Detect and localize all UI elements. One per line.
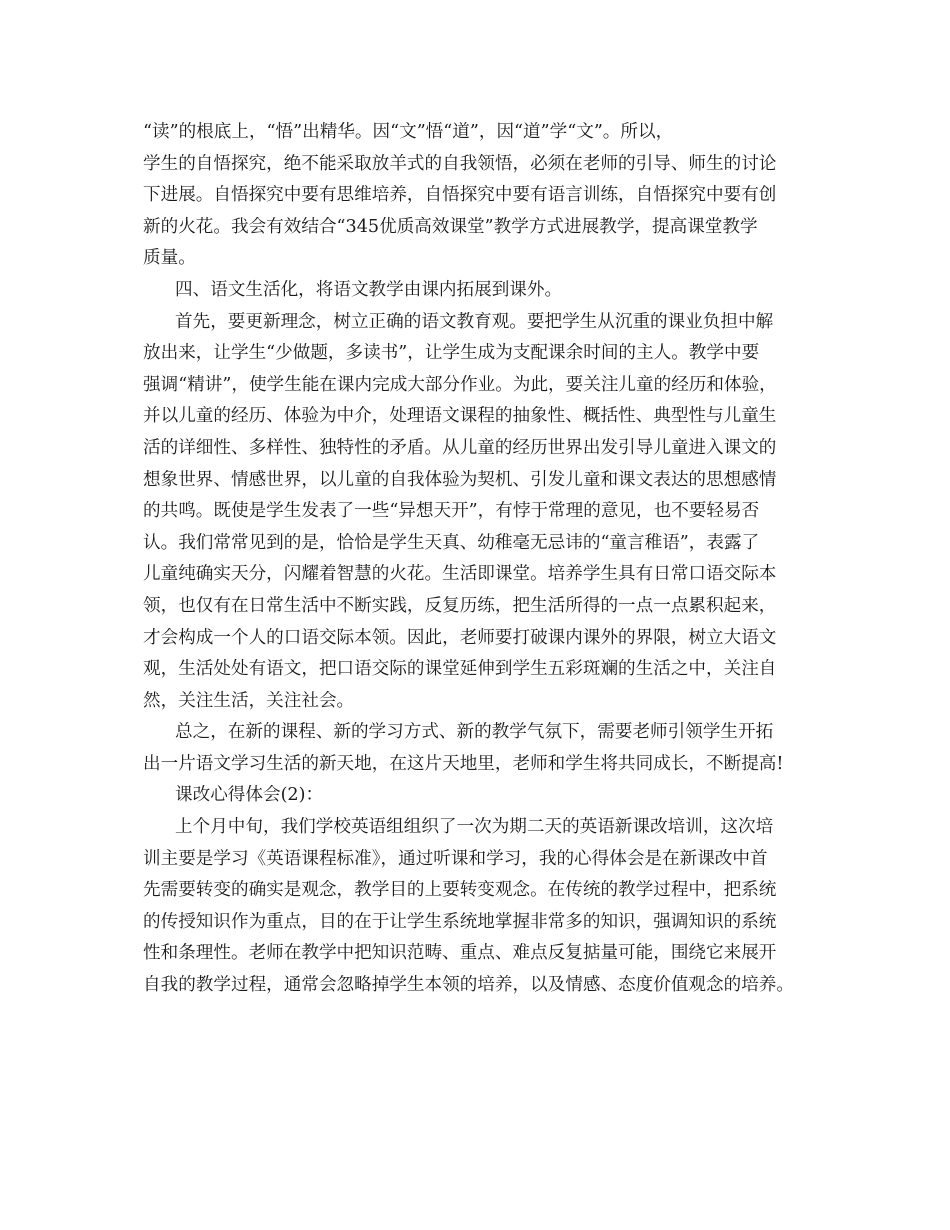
text-line: 活的详细性、多样性、独特性的矛盾。从儿童的经历世界出发引导儿童进入课文的 [143, 437, 777, 458]
text-line: 先需要转变的确实是观念，教学目的上要转变观念。在传统的教学过程中，把系统 [143, 880, 777, 901]
text-line: 的传授知识作为重点，目的在于让学生系统地掌握非常多的知识，强调知识的系统 [143, 911, 777, 932]
text-line: 自我的教学过程，通常会忽略掉学生本领的培养，以及情感、态度价值观念的培养。 [143, 975, 794, 996]
text-line: 然，关注生活，关注社会。 [143, 690, 355, 711]
text-line: 质量。 [143, 248, 196, 269]
text-line: “读”的根底上，“悟”出精华。因“文”悟“道”，因“道”学“文”。所以， [143, 122, 674, 142]
text-line: 出一片语文学习生活的新天地，在这片天地里，老师和学生将共同成长，不断提高! [143, 753, 784, 774]
text-line: 新的火花。我会有效结合“345优质高效课堂”教学方式进展教学，提高课堂教学 [143, 216, 758, 237]
text-line: 才会构成一个人的口语交际本领。因此，老师要打破课内课外的界限，树立大语文 [143, 627, 777, 648]
text-line: 认。我们常常见到的是，恰恰是学生天真、幼稚毫无忌讳的“童言稚语”，表露了 [143, 532, 760, 553]
text-line: 总之，在新的课程、新的学习方式、新的教学气氛下，需要老师引领学生开拓 [175, 722, 774, 743]
text-line: 课改心得体会(2)： [175, 785, 324, 806]
document-body [143, 117, 828, 1002]
text-line: 学生的自悟探究，绝不能采取放羊式的自我领悟，必须在老师的引导、师生的讨论 [143, 153, 777, 174]
text-line: 性和条理性。老师在教学中把知识范畴、重点、难点反复掂量可能，围绕它来展开 [143, 943, 777, 964]
text-line: 儿童纯确实天分，闪耀着智慧的火花。生活即课堂。培养学生具有日常口语交际本 [143, 564, 777, 585]
text-line: 想象世界、情感世界，以儿童的自我体验为契机、引发儿童和课文表达的思想感情 [143, 469, 777, 490]
text-line: 首先，要更新理念，树立正确的语文教育观。要把学生从沉重的课业负担中解 [175, 311, 774, 332]
text-line: 强调“精讲”，使学生能在课内完成大部分作业。为此，要关注儿童的经历和体验， [143, 374, 777, 395]
text-line: 放出来，让学生“少做题，多读书”，让学生成为支配课余时间的主人。教学中要 [143, 343, 760, 364]
text-line: 训主要是学习《英语课程标准》，通过听课和学习，我的心得体会是在新课改中首 [143, 848, 768, 869]
text-line: 下进展。自悟探究中要有思维培养，自悟探究中要有语言训练，自悟探究中要有创 [143, 185, 777, 206]
text-line: 的共鸣。既使是学生发表了一些“异想天开”，有悖于常理的意见，也不要轻易否 [143, 501, 760, 522]
text-line: 领，也仅有在日常生活中不断实践，反复历练，把生活所得的一点一点累积起来， [143, 595, 777, 616]
text-line: 四、语文生活化，将语文教学由课内拓展到课外。 [175, 279, 563, 300]
text-line: 并以儿童的经历、体验为中介，处理语文课程的抽象性、概括性、典型性与儿童生 [143, 406, 777, 427]
text-line: 上个月中旬，我们学校英语组组织了一次为期二天的英语新课改培训，这次培 [175, 817, 774, 838]
text-line: 观，生活处处有语文，把口语交际的课堂延伸到学生五彩斑斓的生活之中，关注自 [143, 659, 777, 680]
